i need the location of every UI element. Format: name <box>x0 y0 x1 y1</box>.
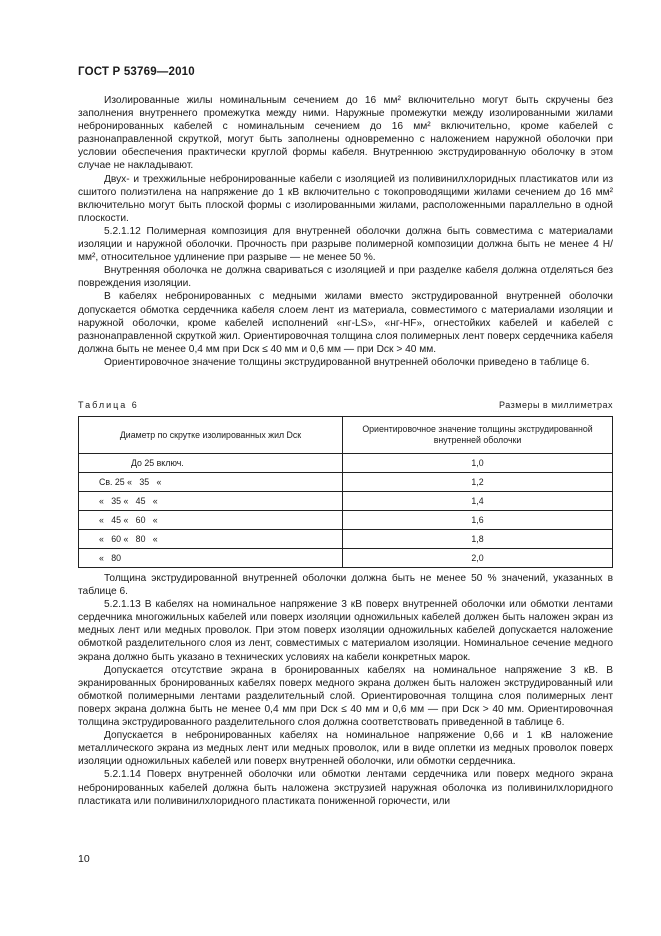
paragraph: Допускается отсутствие экрана в бронированных кабелях на номинальное напряжение 3 кВ. В экранированных бронированных кабелях поверх медного экрана должен быть наложен экструдированный или обмоткой полимерными лентами разделительный слой. Ориентировочная толщина слоя полимерных лент поверх экрана должна быть не менее 0,4 мм при Dск ≤ 40 мм и 0,6 мм — при Dск > 40 мм. Ориентировочная толщина экструдированного разделительного слоя должна соответствовать приведенной в таблице 6. <box>78 664 613 729</box>
paragraph: 5.2.1.12 Полимерная композиция для внутренней оболочки должна быть совместима с материалами изоляции и наружной оболочки. Прочность при разрыве полимерной композиции должна быть не менее 4 Н/мм², относительное удлинение при разрыве — не менее 50 %. <box>78 225 613 264</box>
table-units: Размеры в миллиметрах <box>499 400 613 410</box>
paragraph: Внутренняя оболочка не должна свариваться с изоляцией и при разделке кабеля должна отделяться без повреждения изоляции. <box>78 265 613 290</box>
table-row <box>79 511 613 530</box>
table-cell-diameter: « 80 <box>79 549 343 568</box>
table-caption-row <box>78 400 613 410</box>
table-cell-thickness: 1,8 <box>343 530 613 549</box>
table-cell-thickness: 1,6 <box>343 511 613 530</box>
table-cell-thickness: 1,2 <box>343 473 613 492</box>
table-cell-diameter: Св. 25 « 35 « <box>79 473 343 492</box>
page-number: 10 <box>78 853 90 865</box>
paragraph: Двух- и трехжильные небронированные кабели с изоляцией из поливинилхлоридных пластикатов или из сшитого полиэтилена на напряжение до 1 кВ включительно с токопроводящими жилами сечением до 16 мм² включительно могут быть плоской формы с изолированными жилами, расположенными параллельно в одной плоскости. <box>78 173 613 224</box>
paragraph: Изолированные жилы номинальным сечением до 16 мм² включительно могут быть скручены без заполнения внутреннего промежутка между ними. Наружные промежутки между изолированными жилами небронированных кабелей с номинальным сечением до 16 мм² включительно, кроме кабелей с разнонаправленной скруткой, могут быть заполнены одновременно с наложением наружной оболочки при условии обеспечения практически круглой формы кабеля. Внутреннюю экструдированную оболочку в этом случае не накладывают. <box>78 95 613 172</box>
table-cell-thickness: 1,0 <box>343 454 613 473</box>
table-cell-thickness: 2,0 <box>343 549 613 568</box>
text-block-bottom <box>78 572 613 808</box>
table-row <box>79 492 613 511</box>
paragraph: Ориентировочное значение толщины экструдированной внутренней оболочки приведено в таблице 6. <box>104 356 590 368</box>
table-header-diameter: Диаметр по скрутке изолированных жил Dск <box>79 417 343 454</box>
paragraph: Допускается в небронированных кабелях на номинальное напряжение 0,66 и 1 кВ наложение металлического экрана из медных лент или медных проволок, или в виде оплетки из медных проволок поверх изоляции одножильных кабелей или поверх внутренней оболочки, или обмотки сердечника. <box>78 730 613 768</box>
document-header: ГОСТ Р 53769—2010 <box>78 66 195 78</box>
table-row <box>79 549 613 568</box>
table-cell-thickness: 1,4 <box>343 492 613 511</box>
table-cell-diameter: « 35 « 45 « <box>79 492 343 511</box>
table-cell-diameter: До 25 включ. <box>79 454 343 473</box>
text-block-top <box>78 94 613 369</box>
table-cell-diameter: « 45 « 60 « <box>79 511 343 530</box>
paragraph: 5.2.1.14 Поверх внутренней оболочки или обмотки лентами сердечника или поверх медного экрана небронированных кабелей должна быть наложена экструзией наружная оболочка из поливинилхлоридного пластиката или поливинилхлоридного пластиката пониженной горючести, или <box>78 769 613 807</box>
paragraph: В кабелях небронированных с медными жилами вместо экструдированной внутренней оболочки допускается обмотка сердечника кабеля слоем лент из материала, совместимого с материалами изоляции и наружной оболочки, кроме кабелей исполнений «нг-LS», «нг-HF», огнестойких кабелей и кабелей с разнонаправленной скруткой жил. Ориентировочная толщина слоя полимерных лент поверх сердечника кабеля должна быть не менее 0,4 мм при Dск ≤ 40 мм и 0,6 мм — при Dск > 40 мм. <box>78 291 613 355</box>
table-caption: Таблица 6 <box>78 400 139 410</box>
table-row <box>79 530 613 549</box>
table-cell-diameter: « 60 « 80 « <box>79 530 343 549</box>
paragraph: 5.2.1.13 В кабелях на номинальное напряжение 3 кВ поверх внутренней оболочки или обмотки лентами сердечника многожильных кабелей или поверх изоляции одножильных кабелей должен быть наложен экран из медных лент или медных проволок. При этом поверх изоляции одножильных кабелей допускается наложение обмоткой разделительного слоя из лент, совместимых с материалом изоляции. Номинальное сечение медного экрана должно быть указано в технических условиях на кабели конкретных марок. <box>78 599 613 663</box>
table-row <box>79 473 613 492</box>
table-6 <box>78 416 613 568</box>
table-row <box>79 454 613 473</box>
paragraph: Толщина экструдированной внутренней оболочки должна быть не менее 50 % значений, указанных в таблице 6. <box>78 573 613 598</box>
table-header-thickness: Ориентировочное значение толщины экструдированной внутренней оболочки <box>343 417 613 454</box>
